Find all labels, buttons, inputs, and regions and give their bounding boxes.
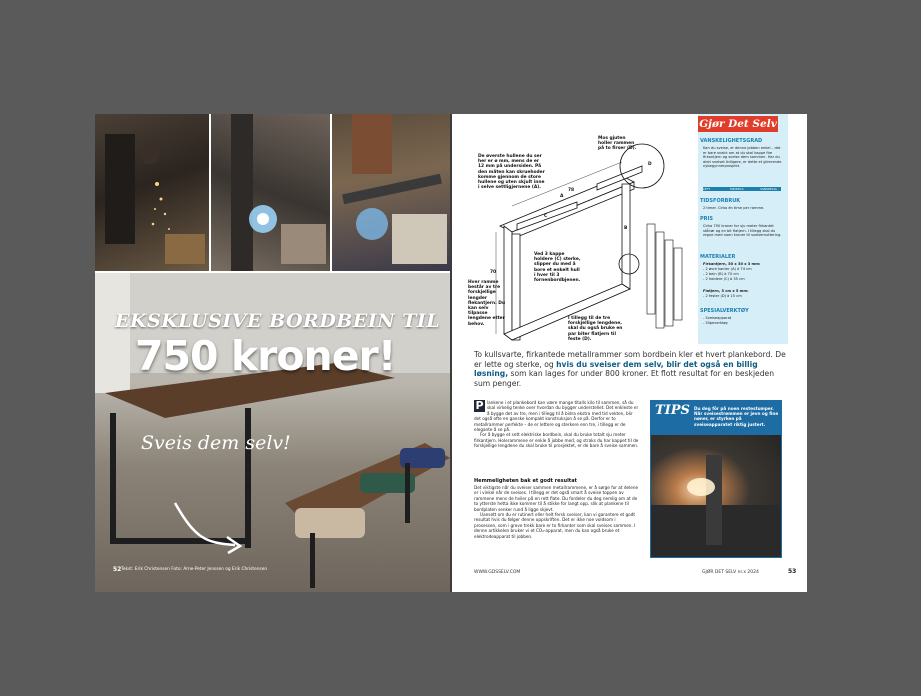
dimension-side: 70: [490, 270, 497, 275]
tools-item-2: - Slipeverktøy: [703, 321, 728, 325]
footer-website: WWW.GDSSELV.COM: [474, 570, 521, 575]
difficulty-level-medium: MIDDELS: [730, 187, 744, 191]
tools-item-1: - Sveiseapparat: [703, 316, 732, 320]
materials-item-2: - 2 øvre kanter (A) à 74 cm: [703, 267, 752, 271]
body-paragraph-4: Uansett om du er rutinert eller helt fersk sveiser, kan vi garantere et godt resultat hvis du følger denne oppskriften. Det er ikke noe voldsom i prosessen, som i grove trekk bare er to firkanter som skal sveises sammen. I denne artikkelen bruker vi et CO₂-apparat, men du kan også bruke et elektrodeapparat til jobben.: [474, 512, 636, 539]
difficulty-text: Kan du sveise, er denne jobben enkel – det er bare snakk om at du skal kappe fire firkantjern og sveise dem sammen. Har du aldri sveiset tidligere, er dette et glimrende nybegynnerprosjekt.: [703, 146, 782, 169]
body-column-bottom: [474, 485, 639, 539]
materials-item-5: Flatjern, 5 cm x 5 mm:: [703, 289, 749, 293]
intro-highlight: hvis du sveiser dem selv, blir det også en billig løsning,: [474, 359, 758, 378]
drop-cap: P: [475, 399, 484, 412]
materials-item-4: - 2 holdere (C) à 35 cm: [703, 277, 745, 281]
right-page: [452, 114, 807, 592]
grinding-scene-graphic: [95, 114, 209, 271]
materials-heading: MATERIALER: [700, 254, 736, 260]
welding-scene-graphic: [211, 114, 330, 271]
intro-text-2: som kan lages for under 800 kroner. Et flott resultat for en beskjeden sum penger.: [474, 369, 775, 388]
tips-title: TIPS: [655, 403, 690, 418]
photo-credit: Tekst: Erik Christensen Foto: Arne-Peter Jenssen og Erik Christensen: [121, 567, 268, 572]
price-heading: PRIS: [700, 216, 713, 222]
script-caption: Sveis dem selv!: [141, 432, 291, 454]
materials-item-3: - 2 bein (B) à 70 cm: [703, 272, 739, 276]
left-page: [95, 114, 450, 592]
weld-closeup-graphic: [651, 435, 781, 557]
page-number-left: 52: [113, 566, 122, 573]
info-sidebar: [698, 114, 788, 344]
brand-logo: Gjør Det Selv: [699, 118, 777, 130]
dimension-top: 78: [568, 188, 575, 193]
tips-photo-weld: [651, 435, 781, 557]
part-label-a: A: [560, 194, 564, 199]
photo-frame-welding: [332, 114, 450, 271]
magazine-spread: [95, 114, 807, 592]
photo-grinding: [95, 114, 209, 271]
body-paragraph-1: lankene i et plankebord kan være mange titalls kilo til sammen, så du skal virkelig tenke over hvordan du bygger understellet. Det enkleste er å bygge det av tre, men i tillegg til å bidra ekstra med tid vekten, blir det også ofte en ganske kompakt konstruksjon å se på. Derfor er to metallrammer perfekte – de er lettere og sterkere enn tre, i tillegg er de elegante å se på.: [474, 400, 639, 433]
frame-scene-graphic: [332, 114, 450, 271]
part-label-b: B: [624, 226, 628, 231]
time-heading: TIDSFORBRUK: [700, 198, 741, 204]
headline-line2: 750 kroner!: [135, 332, 396, 380]
body-paragraph-2: For å bygge et sett elektriske bordbein, skal du bruke totalt sju meter firkantjern. Holerammene er enkle å jobbe med, og straks du har kappet til de forskjellige lengdene du skal bruke til prosjektet, er de bare å sveise sammen.: [474, 432, 639, 449]
difficulty-level-easy: LETT: [703, 187, 711, 191]
footer-magazine: GJØR DET SELV nr.x 2024: [702, 570, 759, 575]
time-text: 2 timer. Cirka én time per ramme.: [703, 206, 765, 210]
difficulty-heading: VANSKELIGHETSGRAD: [700, 138, 763, 144]
photo-welding: [211, 114, 330, 271]
label-mid-left: Ved 3 kappe holdere (C) sterke, slipper du med å bore et enkelt hull i hver til 3 fornenbordbjenen.: [534, 252, 581, 284]
tips-text: Du deg fôr på noen restestumper. Når sveisestrømmen er jevn og fine nøner, er styrken på sveiseapparatet riktig justert.: [694, 406, 779, 427]
label-top-left: De øverste hullene du ser her er ø mm, mens de er 12 mm på undersiden. På den måten kan skruehoder komme gjennom de store hullene og uten skjult inne i selve settligjernene (A).: [478, 154, 545, 191]
body-column-top: [474, 400, 639, 449]
part-label-c: C: [544, 214, 548, 219]
headline-line1: EKSKLUSIVE BORDBEIN TIL: [115, 310, 441, 332]
tools-heading: SPESIALVERKTØY: [700, 308, 749, 314]
intro-paragraph: [474, 350, 789, 388]
frame-diagram: [452, 114, 692, 344]
label-bottom-left: Hver ramme består av tre forskjellige lengder flekantjern. Du kan selv tilpasse lengdene etter behov.: [468, 280, 506, 327]
tips-box: [650, 400, 782, 558]
difficulty-level-hard: VANSKELIG: [760, 187, 777, 191]
intro-text-1: To kullsvarte, firkantede metallrammer som bordbein kler et hvert plankebord. De er lette og sterke, og: [474, 350, 786, 369]
body-paragraph-3: Det viktigste når du sveiser sammen metallrammene, er å sørge for at delene er i vinkel når de sveises. I tillegg er det også smart å sveise toppen av rammene mens de hviler på en rett flate. Du fordeler du deg nemlig om at de to ytterste hetta ikke kommer til å stikke for langt opp, slik at plankene til bordplaten senker rund å ligge skjevt.: [474, 485, 639, 512]
materials-item-6: - 2 fester (D) à 15 cm: [703, 294, 742, 298]
price-text: Cirka 750 kroner for sju meter firkantet stålrør og en bit flatjern. I tillegg skal du regne med noen kroner til sveisemuttering.: [703, 224, 782, 238]
part-label-d: D: [648, 162, 652, 167]
body-subheading: Hemmeligheten bak et godt resultat: [474, 478, 577, 484]
page-number-right: 53: [788, 568, 797, 575]
materials-item-1: Firkantjern, 50 x 30 x 3 mm:: [703, 262, 761, 266]
label-top-right: Mos gjuten holler rammen på to firser (D).: [598, 136, 637, 152]
label-bottom-mid: I tillegg til de tre forskjellige lengdene, skal du også bruke en par biter flatjern til feste (D).: [568, 316, 623, 342]
